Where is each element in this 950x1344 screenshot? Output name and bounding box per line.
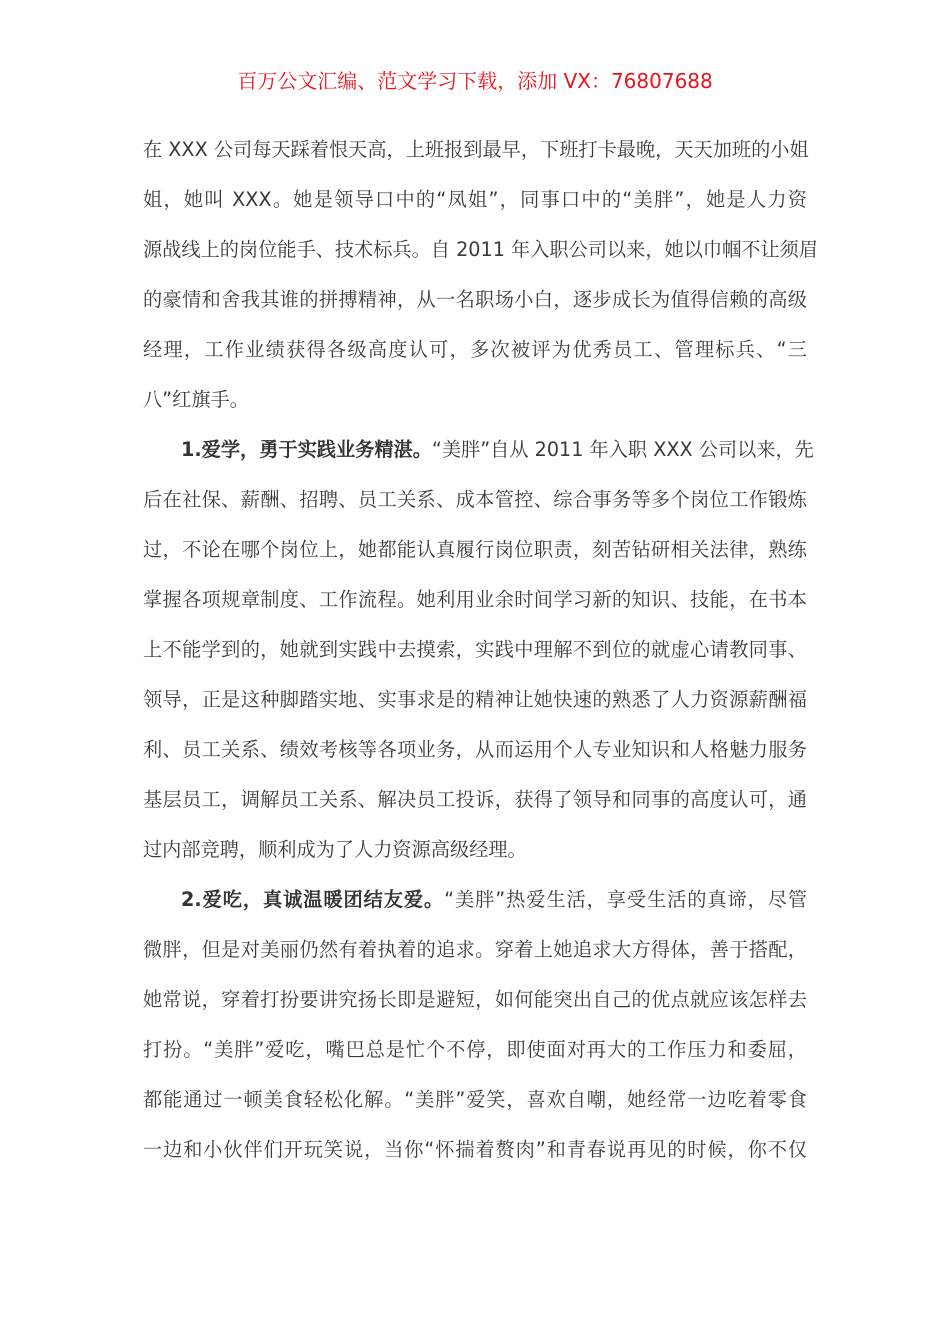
- paragraph-intro: [143, 125, 819, 425]
- paragraph-section-1: [143, 425, 814, 875]
- text-line: 领导，正是这种脚踏实地、实事求是的精神让她快速的熟悉了人力资源薪酬福: [143, 688, 807, 711]
- text-run: “美胖”热爱生活，享受生活的真谛，尽管: [444, 888, 808, 911]
- text-line: 源战线上的岗位能手、技术标兵。自 2011 年入职公司以来，她以巾帼不让须眉: [143, 238, 819, 261]
- watermark-header: 百万公文汇编、范文学习下载，添加 VX：76807688: [237, 69, 713, 93]
- text-line: 基层员工，调解员工关系、解决员工投诉，获得了领导和同事的高度认可，通: [143, 788, 807, 811]
- text-line: 微胖，但是对美丽仍然有着执着的追求。穿着上她追求大方得体，善于搭配，: [143, 938, 807, 961]
- section-first-line: [143, 875, 807, 925]
- section-heading: 2.爱吃，真诚温暖团结友爱。: [181, 888, 445, 911]
- text-line: 上不能学到的，她就到实践中去摸索，实践中理解不到位的就虚心请教同事、: [143, 638, 807, 661]
- text-line: 姐，她叫 XXX。她是领导口中的“凤姐”，同事口中的“美胖”，她是人力资: [143, 188, 807, 211]
- section-first-line: [143, 425, 814, 475]
- paragraph-section-2: [143, 875, 807, 1175]
- text-line: 八”红旗手。: [143, 388, 249, 411]
- text-line: 利、员工关系、绩效考核等各项业务，从而运用个人专业知识和人格魅力服务: [143, 738, 807, 761]
- text-line: 过内部竞聘，顺利成为了人力资源高级经理。: [143, 838, 527, 861]
- text-line: 打扮。“美胖”爱吃，嘴巴总是忙个不停，即使面对再大的工作压力和委屈，: [143, 1038, 807, 1061]
- text-line: 都能通过一顿美食轻松化解。“美胖”爱笑，喜欢自嘲，她经常一边吃着零食: [143, 1088, 807, 1111]
- text-line: 在 XXX 公司每天踩着恨天高，上班报到最早，下班打卡最晚，天天加班的小姐: [143, 138, 809, 161]
- text-line: 经理，工作业绩获得各级高度认可，多次被评为优秀员工、管理标兵、“三: [143, 338, 807, 361]
- document-body: [143, 125, 819, 1175]
- text-line: 后在社保、薪酬、招聘、员工关系、成本管控、综合事务等多个岗位工作锻炼: [143, 488, 807, 511]
- text-line: 一边和小伙伴们开玩笑说，当你“怀揣着赘肉”和青春说再见的时候，你不仅: [143, 1138, 807, 1161]
- text-line: 掌握各项规章制度、工作流程。她利用业余时间学习新的知识、技能，在书本: [143, 588, 807, 611]
- text-run: “美胖”自从 2011 年入职 XXX 公司以来，先: [431, 438, 814, 461]
- text-line: 过，不论在哪个岗位上，她都能认真履行岗位职责，刻苦钻研相关法律，熟练: [143, 538, 807, 561]
- text-line: 的豪情和舍我其谁的拼搏精神，从一名职场小白，逐步成长为值得信赖的高级: [143, 288, 807, 311]
- section-heading: 1.爱学，勇于实践业务精湛。: [181, 438, 432, 461]
- text-line: 她常说，穿着打扮要讲究扬长即是避短，如何能突出自己的优点就应该怎样去: [143, 988, 807, 1011]
